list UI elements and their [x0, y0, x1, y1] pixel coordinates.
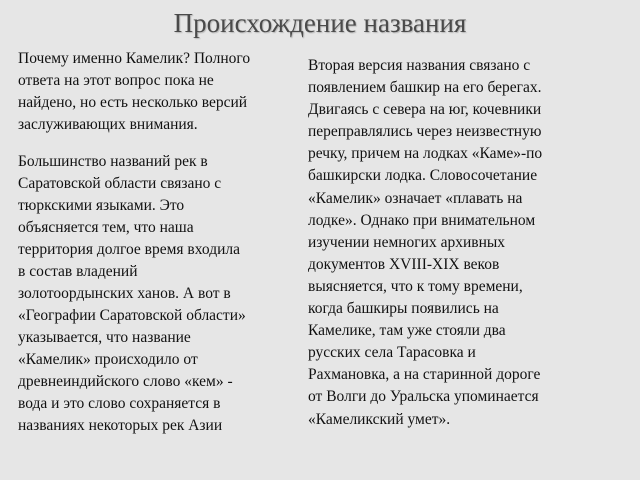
text-line: документов XVIII-XIX веков	[308, 255, 500, 273]
text-line: «Камеликский умет».	[308, 410, 451, 428]
text-line: башкирски лодка. Словосочетание	[308, 167, 538, 185]
text-line: Саратовской области связано с	[18, 175, 222, 192]
text-line: русских села Тарасовка и	[308, 344, 476, 362]
text-line: Двигаясь с севера на юг, кочевники	[308, 101, 542, 119]
text-line: изучении немногих архивных	[308, 233, 506, 251]
text-line: тюркскими языками. Это	[18, 197, 185, 214]
text-line: Почему именно Камелик? Полного	[18, 50, 251, 67]
text-line: древнеиндийского слово «кем» -	[18, 373, 233, 390]
text-line: Большинство названий рек в	[18, 153, 208, 170]
text-line: ответа на этот вопрос пока не	[18, 72, 214, 89]
left-text-column	[18, 48, 298, 437]
text-line: Рахмановка, а на старинной дороге	[308, 366, 541, 384]
text-line: от Волги до Уральска упоминается	[308, 388, 539, 406]
text-line: указывается, что название	[18, 329, 191, 346]
text-line: Вторая версия названия связано с	[308, 57, 531, 74]
right-text-column	[308, 55, 634, 431]
text-line: выясняется, что к тому времени,	[308, 277, 523, 295]
text-line: территория долгое время входила	[18, 241, 240, 258]
text-line: заслуживающих внимания.	[18, 116, 198, 133]
text-line: «Камелик» означает «плавать на	[308, 189, 523, 207]
paragraph-question	[18, 48, 298, 136]
text-line: объясняется тем, что наша	[18, 219, 194, 236]
text-line: найдено, но есть несколько версий	[18, 94, 248, 111]
text-line: названиях некоторых рек Азии	[18, 417, 223, 434]
text-line: Камелике, там уже стояли два	[308, 322, 506, 340]
text-line: появлением башкир на его берегах.	[308, 79, 542, 97]
text-line: «Камелик» происходило от	[18, 351, 198, 368]
slide-title: Происхождение названия	[173, 8, 467, 38]
text-line: лодке». Однако при внимательном	[308, 211, 536, 229]
text-line: речку, причем на лодках «Каме»-по	[308, 145, 543, 163]
text-line: «Географии Саратовской области»	[18, 307, 246, 324]
text-line: когда башкиры появились на	[308, 300, 499, 318]
text-line: вода и это слово сохраняется в	[18, 395, 221, 412]
text-line: в состав владений	[18, 263, 138, 280]
paragraph-second-version	[308, 55, 634, 431]
paragraph-first-version	[18, 151, 298, 437]
text-line: переправлялись через неизвестную	[308, 123, 542, 141]
text-line: золотоордынских ханов. А вот в	[18, 285, 231, 302]
